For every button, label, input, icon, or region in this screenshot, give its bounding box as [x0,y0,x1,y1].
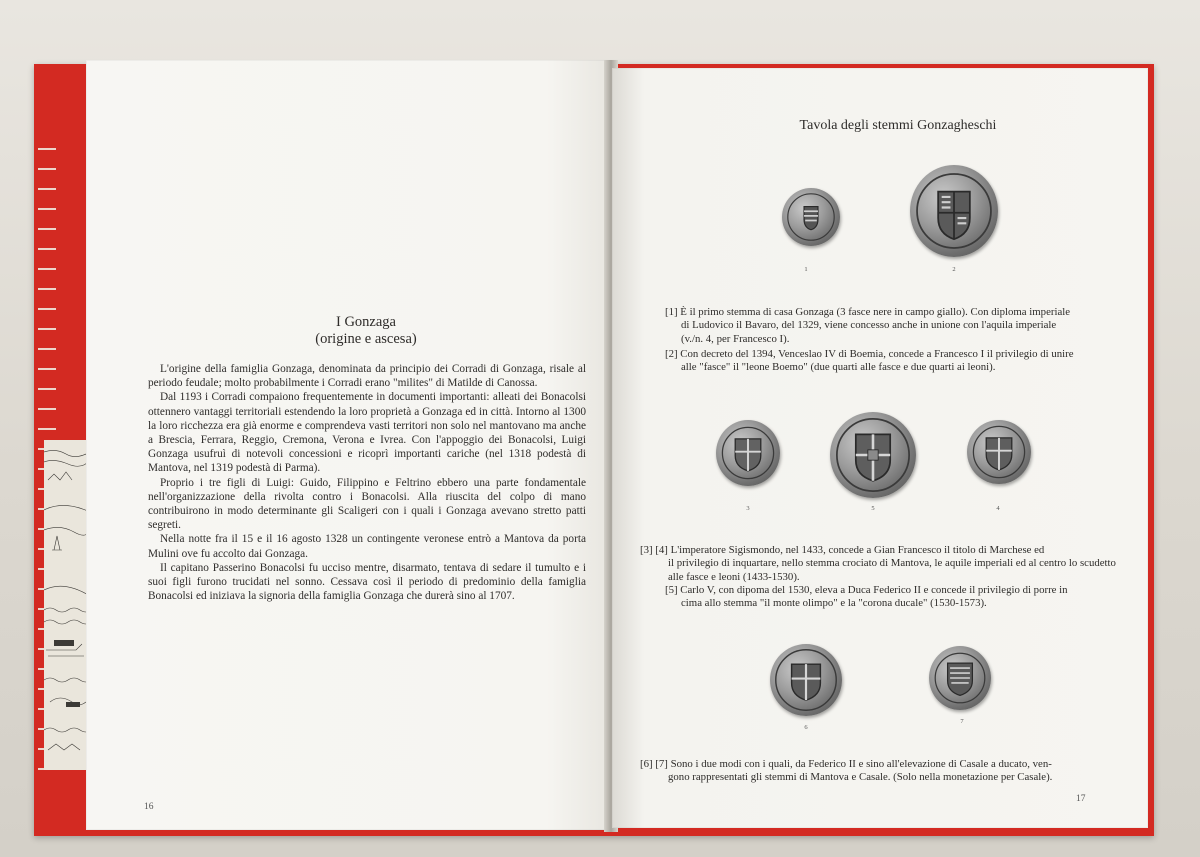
chapter-title: I Gonzaga [336,314,396,330]
paragraph: Il capitano Passerino Bonacolsi fu ucciso mentre, disarmato, tentava di sedare il tumulto e i suoi figli furono trucidati nel sonno. Cessava così il periodo di predominio della famiglia Bonacolsi ed iniziava la signoria della famiglia Gonzaga che durerà sino al 1707. [148,561,586,603]
coin-number: 3 [746,505,750,512]
note-text: L'imperatore Sigismondo, nel 1433, concede a Gian Francesco il titolo di Marchese ed [670,544,1045,556]
coin-image [716,420,780,486]
note-text: Carlo V, con dipoma del 1530, eleva a Duca Federico II e concede il privilegio di porre in [680,584,1068,596]
chapter-heading [236,314,496,348]
coin-number: 6 [804,724,808,731]
coin-image [830,412,916,498]
note-text: di Ludovico il Bavaro, del 1329, viene concesso anche in unione con l'aquila imperiale [681,319,1057,332]
coin-image [910,165,998,257]
note-text: cima allo stemma "il monte olimpo" e la "corona ducale" (1530-1573). [681,597,987,610]
coin-number: 7 [960,718,964,725]
note-text: gono rappresentati gli stemmi di Mantova e Casale. (Solo nella monetazione per Casale). [668,771,1053,784]
coin-number: 5 [871,505,875,512]
coat-of-arms-note [640,758,1126,785]
coat-of-arms-note [665,348,1105,375]
note-ref: [6] [7] [640,758,668,770]
note-text: È il primo stemma di casa Gonzaga (3 fasce nere in campo giallo). Con diploma imperiale [680,306,1071,318]
note-ref: [5] [665,584,678,596]
chapter-body [148,362,586,603]
note-text: (v./n. 4, per Francesco I). [681,332,790,345]
coat-of-arms-note [665,584,1105,611]
left-page [86,60,610,830]
coin-image [929,646,991,710]
note-text: alle "fasce" il "leone Boemo" (due quarti alle fasce e due quarti ai leoni). [681,361,996,374]
coin-image [782,188,840,246]
paragraph: Proprio i tre figli di Luigi: Guido, Filippino e Feltrino ebbero una parte fondamentale nell'organizzazione della rivolta contro i Bonacolsi. Alla riuscita del colpo di mano contribuirono in modo determinante gli Scaligeri con i quali i Gonzaga avevano stretto patti segreti. [148,476,586,532]
page-number: 16 [144,802,154,812]
map-illustration [44,440,91,770]
coin-number: 1 [804,266,808,273]
paragraph: L'origine della famiglia Gonzaga, denominata da principio dei Corradi di Gonzaga, risale al periodo feudale; molto probabilmente i Corradi erano "milites" di Matilde di Canossa. [148,363,586,390]
coat-of-arms-note [665,306,1105,346]
note-text: il privilegio di inquartare, nello stemma crociato di Mantova, le aquile imperiali ed al centro lo scudetto alle fasce e leoni (1433-1530). [668,557,1116,583]
note-text: Con decreto del 1394, Venceslao IV di Boemia, concede a Francesco I il privilegio di unire [680,348,1074,360]
coin-number: 2 [952,266,956,273]
coat-of-arms-note [640,544,1122,584]
note-ref: [2] [665,348,678,360]
paragraph: Nella notte fra il 15 e il 16 agosto 1328 un contingente veronese entrò a Mantova da porta Mulini ove fu accolto dai Gonzaga. [148,533,586,560]
right-page [612,68,1148,828]
chapter-subtitle: (origine e ascesa) [315,331,417,347]
plate-title: Tavola degli stemmi Gonzagheschi [799,118,997,133]
note-text: Sono i due modi con i quali, da Federico II e sino all'elevazione di Casale a ducato, ven- [670,758,1052,770]
paragraph: Dal 1193 i Corradi compaiono frequentemente in documenti importanti: alleati dei Bonacolsi ottennero vantaggi territoriali estendendo la loro proprietà a Gonzaga ed in città. Intorno al 1300 la loro ricchezza era già enorme e comprendeva vasti territori non solo nel mantovano ma anche a Brescia, Ferrara, Reggio, Cremona, Verona e Ivrea. Con l'appoggio dei Bonacolsi, Luigi Gonzaga usufruì di notevoli concessioni e ricoprì importanti cariche (nel 1318 podestà di Mantova, nel 1319 podestà di Parma). [148,391,586,475]
coin-image [967,420,1031,484]
page-number: 17 [1076,794,1086,804]
note-ref: [1] [665,306,678,318]
coin-number: 4 [996,505,1000,512]
coin-image [770,644,842,716]
note-ref: [3] [4] [640,544,668,556]
